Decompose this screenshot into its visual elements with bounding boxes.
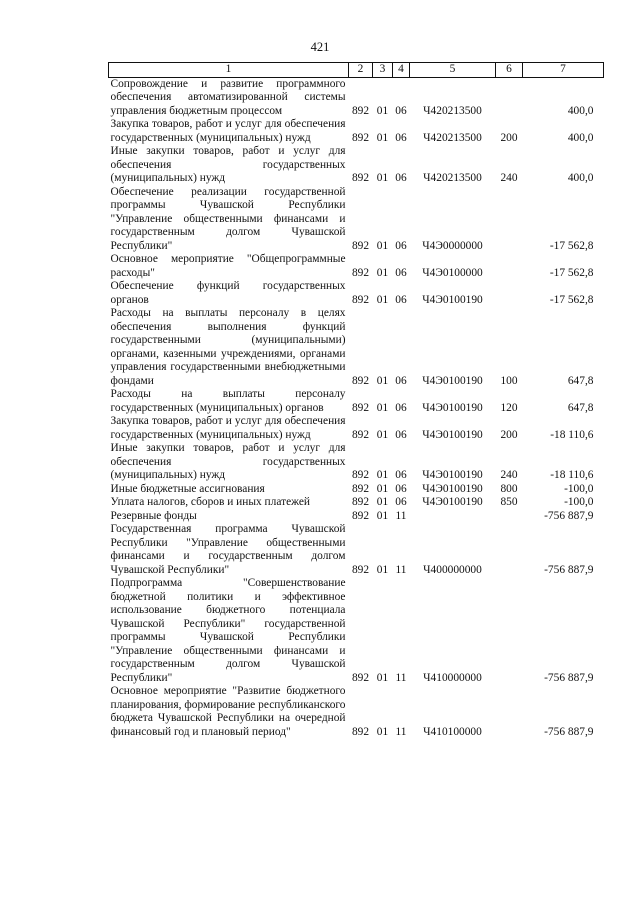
row-code-subsection: 11 bbox=[395, 671, 407, 684]
budget-table bbox=[108, 62, 604, 739]
row-name: Иные бюджетные ассигнования bbox=[110, 482, 265, 495]
table-row bbox=[109, 496, 604, 510]
table-row bbox=[109, 388, 604, 415]
row-amount: 400,0 bbox=[567, 172, 594, 184]
row-code-section: 01 bbox=[376, 509, 389, 522]
row-code-expense-type: 240 bbox=[500, 172, 518, 184]
row-code-gov: 892 bbox=[351, 563, 370, 576]
row-code-target: Ч420213500 bbox=[423, 104, 482, 117]
row-amount: -756 887,9 bbox=[544, 563, 594, 576]
row-code-expense-type: 200 bbox=[500, 131, 518, 144]
row-name: Обеспечение реализации государственной программы Чувашской Республики "Управление общественными финансами и государственным долгом Чувашской Республики" bbox=[110, 185, 346, 252]
row-code-section: 01 bbox=[376, 563, 389, 576]
table-row bbox=[109, 685, 604, 739]
row-code-gov: 892 bbox=[351, 401, 370, 414]
row-code-section: 01 bbox=[376, 239, 389, 252]
row-code-target: Ч410000000 bbox=[423, 671, 482, 684]
row-amount: -100,0 bbox=[564, 482, 594, 495]
row-code-section: 01 bbox=[376, 725, 389, 738]
table-row bbox=[109, 577, 604, 685]
row-amount: 400,0 bbox=[567, 131, 594, 144]
table-row bbox=[109, 280, 604, 307]
row-code-target: Ч4Э0100190 bbox=[422, 401, 483, 414]
row-code-subsection: 06 bbox=[395, 482, 407, 495]
row-code-expense-type bbox=[496, 685, 523, 739]
row-name: Основное мероприятие "Развитие бюджетного планирования, формирование республиканского бюджета Чувашской Республики на очередной финансовый год и плановый период" bbox=[110, 685, 346, 738]
row-amount: -756 887,9 bbox=[544, 725, 594, 738]
row-code-subsection: 06 bbox=[395, 469, 407, 481]
row-amount: 647,8 bbox=[567, 401, 594, 414]
row-code-subsection: 06 bbox=[395, 293, 407, 306]
header-col-2: 2 bbox=[349, 63, 373, 78]
row-code-subsection: 06 bbox=[395, 374, 407, 387]
row-name: Закупка товаров, работ и услуг для обеспечения государственных (муниципальных) нужд bbox=[110, 118, 346, 144]
row-code-section: 01 bbox=[376, 293, 389, 306]
row-code-gov: 892 bbox=[351, 725, 370, 738]
row-code-gov: 892 bbox=[351, 293, 370, 306]
row-code-expense-type bbox=[496, 253, 523, 280]
row-code-gov: 892 bbox=[351, 131, 370, 144]
row-code-section: 01 bbox=[376, 496, 389, 508]
row-code-subsection: 11 bbox=[395, 509, 407, 522]
row-code-expense-type: 200 bbox=[500, 428, 518, 441]
row-code-gov: 892 bbox=[351, 239, 370, 252]
table-row bbox=[109, 253, 604, 280]
row-code-subsection: 11 bbox=[395, 563, 407, 576]
row-code-gov: 892 bbox=[351, 172, 370, 184]
table-row bbox=[109, 523, 604, 577]
row-code-gov: 892 bbox=[351, 509, 370, 522]
table-row bbox=[109, 77, 604, 118]
page-number: 421 bbox=[310, 40, 330, 54]
header-col-5: 5 bbox=[410, 63, 496, 78]
row-code-subsection: 06 bbox=[395, 401, 407, 414]
header-col-7: 7 bbox=[523, 63, 604, 78]
row-code-gov: 892 bbox=[351, 428, 370, 441]
row-code-subsection: 06 bbox=[395, 428, 407, 441]
row-code-section: 01 bbox=[376, 266, 389, 279]
row-amount: -100,0 bbox=[564, 496, 594, 508]
row-amount: 647,8 bbox=[567, 374, 594, 387]
row-code-section: 01 bbox=[376, 374, 389, 387]
header-col-4: 4 bbox=[393, 63, 410, 78]
row-code-section: 01 bbox=[376, 428, 389, 441]
row-code-gov: 892 bbox=[351, 482, 370, 495]
row-name: Расходы на выплаты персоналу в целях обеспечения выполнения функций государственными (муниципальными) органами, казенными учреждениями, органами управления государственными внебюджетными фондами bbox=[110, 307, 346, 387]
row-name: Расходы на выплаты персоналу государственных (муниципальных) органов bbox=[110, 388, 346, 414]
row-code-subsection: 11 bbox=[395, 725, 407, 738]
row-code-subsection: 06 bbox=[395, 496, 407, 508]
row-code-subsection: 06 bbox=[395, 266, 407, 279]
row-code-subsection: 06 bbox=[395, 172, 407, 184]
row-code-target: Ч410100000 bbox=[423, 725, 482, 738]
row-code-target: Ч420213500 bbox=[423, 172, 482, 184]
table-row bbox=[109, 118, 604, 145]
row-name: Сопровождение и развитие программного обеспечения автоматизированной системы управления бюджетным процессом bbox=[110, 77, 346, 117]
row-code-target bbox=[410, 510, 496, 524]
row-code-expense-type bbox=[496, 77, 523, 118]
row-code-gov: 892 bbox=[351, 374, 370, 387]
row-name: Подпрограмма "Совершенствование бюджетной политики и эффективное использование бюджетного потенциала Чувашской Республики" государственной программы Чувашской Республики "Управление общественными финансами и государственным долгом Чувашской Республики" bbox=[110, 577, 346, 684]
row-code-expense-type bbox=[496, 577, 523, 685]
row-code-expense-type bbox=[496, 186, 523, 254]
row-code-subsection: 06 bbox=[395, 131, 407, 144]
row-name: Резервные фонды bbox=[110, 509, 197, 522]
header-col-3: 3 bbox=[373, 63, 393, 78]
row-code-target: Ч4Э0100000 bbox=[422, 266, 483, 279]
table-row bbox=[109, 145, 604, 186]
row-code-gov: 892 bbox=[351, 469, 370, 481]
row-amount: -17 562,8 bbox=[549, 293, 594, 306]
row-name: Иные закупки товаров, работ и услуг для обеспечения государственных (муниципальных) нужд bbox=[110, 442, 346, 481]
table-row bbox=[109, 483, 604, 497]
table-row bbox=[109, 307, 604, 388]
row-code-target: Ч4Э0100190 bbox=[422, 482, 483, 495]
row-amount: -18 110,6 bbox=[550, 428, 594, 441]
row-code-section: 01 bbox=[376, 401, 389, 414]
row-code-expense-type: 120 bbox=[500, 401, 518, 414]
row-code-expense-type bbox=[496, 523, 523, 577]
row-code-section: 01 bbox=[376, 469, 389, 481]
row-code-gov: 892 bbox=[351, 104, 370, 117]
row-code-target: Ч4Э0100190 bbox=[422, 293, 483, 306]
row-code-target: Ч4Э0100190 bbox=[422, 374, 483, 387]
row-code-gov: 892 bbox=[351, 496, 370, 508]
row-name: Иные закупки товаров, работ и услуг для обеспечения государственных (муниципальных) нужд bbox=[110, 145, 346, 184]
row-code-target: Ч4Э0100190 bbox=[422, 496, 483, 508]
row-code-target: Ч4Э0000000 bbox=[422, 239, 483, 252]
row-code-target: Ч4Э0100190 bbox=[422, 428, 483, 441]
table-row bbox=[109, 442, 604, 483]
table-row bbox=[109, 415, 604, 442]
row-code-gov: 892 bbox=[351, 266, 370, 279]
table-row bbox=[109, 510, 604, 524]
row-name: Закупка товаров, работ и услуг для обеспечения государственных (муниципальных) нужд bbox=[110, 415, 346, 441]
row-amount: -756 887,9 bbox=[544, 509, 594, 522]
row-code-target: Ч420213500 bbox=[423, 131, 482, 144]
table-header-row bbox=[109, 63, 604, 78]
row-name: Обеспечение функций государственных органов bbox=[110, 280, 346, 306]
row-code-section: 01 bbox=[376, 482, 389, 495]
row-amount: -17 562,8 bbox=[549, 239, 594, 252]
row-code-subsection: 06 bbox=[395, 239, 407, 252]
row-name: Основное мероприятие "Общепрограммные расходы" bbox=[110, 253, 346, 279]
row-code-section: 01 bbox=[376, 131, 389, 144]
row-code-expense-type bbox=[496, 510, 523, 524]
row-code-section: 01 bbox=[376, 104, 389, 117]
row-name: Государственная программа Чувашской Республики "Управление общественными финансами и государственным долгом Чувашской Республики" bbox=[110, 523, 346, 576]
row-name: Уплата налогов, сборов и иных платежей bbox=[110, 496, 310, 508]
row-amount: 400,0 bbox=[567, 104, 594, 117]
row-code-expense-type: 240 bbox=[500, 469, 518, 481]
row-code-target: Ч400000000 bbox=[423, 563, 482, 576]
header-col-1: 1 bbox=[109, 63, 349, 78]
row-code-expense-type: 850 bbox=[500, 496, 518, 508]
row-amount: -756 887,9 bbox=[544, 671, 594, 684]
row-amount: -18 110,6 bbox=[550, 469, 594, 481]
header-col-6: 6 bbox=[496, 63, 523, 78]
row-code-expense-type: 800 bbox=[500, 482, 518, 495]
row-code-subsection: 06 bbox=[395, 104, 407, 117]
row-code-section: 01 bbox=[376, 671, 389, 684]
row-code-section: 01 bbox=[376, 172, 389, 184]
row-code-expense-type: 100 bbox=[500, 374, 518, 387]
row-code-gov: 892 bbox=[351, 671, 370, 684]
row-amount: -17 562,8 bbox=[549, 266, 594, 279]
table-row bbox=[109, 186, 604, 254]
row-code-expense-type bbox=[496, 280, 523, 307]
row-code-target: Ч4Э0100190 bbox=[422, 469, 483, 481]
